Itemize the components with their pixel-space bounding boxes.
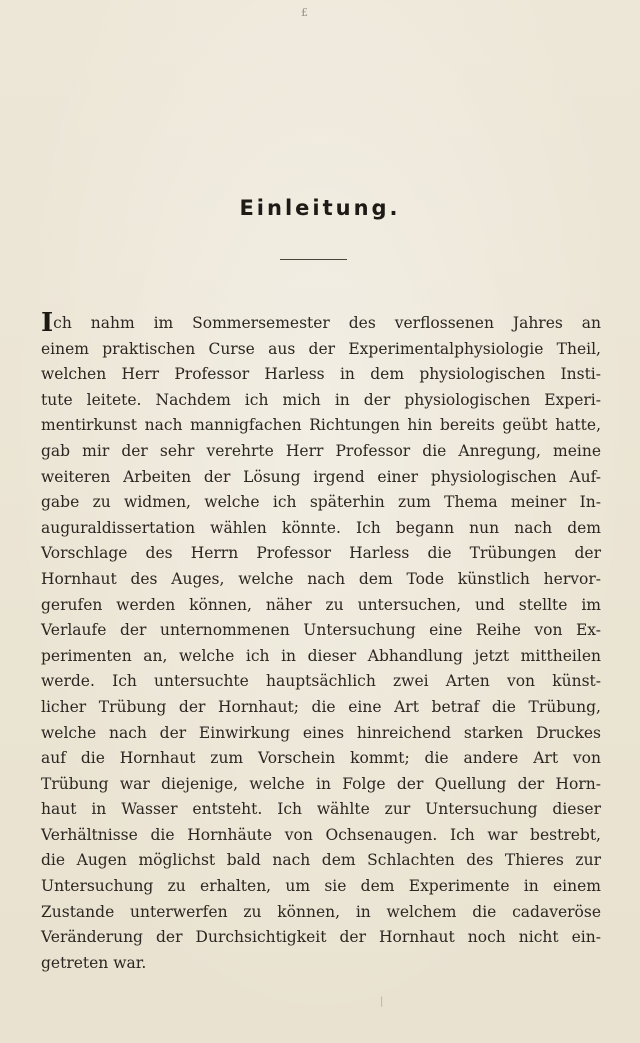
paragraph-line-text: ch nahm im Sommersemester des verflossenen Jahres an (53, 314, 601, 332)
chapter-heading: Einleitung. (239, 196, 401, 220)
body-paragraph (41, 308, 601, 976)
paragraph-line: licher Trübung der Hornhaut; die eine Art betraf die Trübung, (41, 697, 601, 716)
paragraph-line: haut in Wasser entsteht. Ich wählte zur Untersuchung dieser (41, 800, 601, 819)
paragraph-line: Veränderung der Durchsichtigkeit der Hornhaut noch nicht ein- (41, 928, 601, 947)
paragraph-line: Verlaufe der unternommenen Untersuchung eine Reihe von Ex- (41, 621, 601, 640)
paragraph-line: gabe zu widmen, welche ich späterhin zum Thema meiner In- (41, 493, 601, 512)
paragraph-line-last: getreten war. (41, 953, 147, 972)
paragraph-line: Untersuchung zu erhalten, um sie dem Experimente in einem (41, 877, 601, 896)
paragraph-line: Zustande unterwerfen zu können, in welchem die cadaveröse (41, 902, 601, 921)
paragraph-line: weiteren Arbeiten der Lösung irgend einer physiologischen Auf- (41, 467, 601, 486)
paragraph-line: auf die Hornhaut zum Vorschein kommt; die andere Art von (41, 749, 601, 768)
initial-letter: I (41, 308, 54, 338)
paragraph-line: die Augen möglichst bald nach dem Schlachten des Thieres zur (41, 851, 601, 870)
paragraph-line: auguraldissertation wählen könnte. Ich begann nun nach dem (41, 518, 601, 537)
paragraph-line: Hornhaut des Auges, welche nach dem Tode künstlich hervor- (41, 569, 601, 588)
page-bottom-mark: | (380, 996, 384, 1007)
paragraph-line: Trübung war diejenige, welche in Folge der Quellung der Horn- (41, 774, 601, 793)
paragraph-line: mentirkunst nach mannigfachen Richtungen hin bereits geübt hatte, (41, 416, 601, 435)
paragraph-line (41, 308, 601, 338)
paragraph-line: perimenten an, welche ich in dieser Abhandlung jetzt mittheilen (41, 646, 601, 665)
paragraph-line: tute leitete. Nachdem ich mich in der physiologischen Experi- (41, 390, 601, 409)
paragraph-line: werde. Ich untersuchte hauptsächlich zwei Arten von künst- (41, 672, 601, 691)
paragraph-line: gab mir der sehr verehrte Herr Professor die Anregung, meine (41, 441, 601, 460)
paragraph-line: welchen Herr Professor Harless in dem physiologischen Insti- (41, 365, 601, 384)
page-top-mark: £ (301, 6, 309, 19)
heading-rule (280, 259, 347, 260)
paragraph-line: Verhältnisse die Hornhäute von Ochsenaugen. Ich war bestrebt, (41, 825, 601, 844)
paragraph-line: einem praktischen Curse aus der Experimentalphysiologie Theil, (41, 339, 601, 358)
paragraph-line: welche nach der Einwirkung eines hinreichend starken Druckes (41, 723, 601, 742)
paragraph-line: Vorschlage des Herrn Professor Harless die Trübungen der (41, 544, 601, 563)
paragraph-line: gerufen werden können, näher zu untersuchen, und stellte im (41, 595, 601, 614)
